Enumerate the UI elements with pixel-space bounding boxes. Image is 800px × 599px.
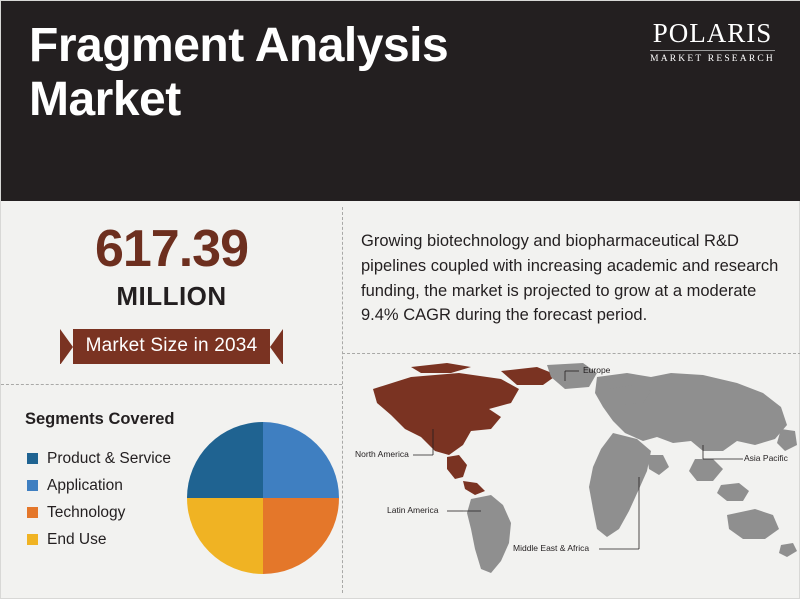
legend-label-end-use: End Use xyxy=(47,530,107,548)
market-size-block xyxy=(1,220,342,312)
map-label-latin-america: Latin America xyxy=(387,505,439,515)
map-label-asia-pacific: Asia Pacific xyxy=(744,453,788,463)
list-item xyxy=(27,472,207,499)
logo-divider xyxy=(650,50,775,51)
logo-tagline: MARKET RESEARCH xyxy=(650,54,775,65)
map-label-north-america: North America xyxy=(355,449,409,459)
horizontal-divider-right xyxy=(342,353,800,354)
legend-swatch-application xyxy=(27,480,38,491)
map-region-north-america xyxy=(373,363,557,495)
list-item xyxy=(27,445,207,472)
legend-label-technology: Technology xyxy=(47,503,126,521)
pie-slice-application xyxy=(263,422,339,498)
list-item xyxy=(27,499,207,526)
segments-pie-chart xyxy=(187,422,339,574)
pie-slice-end-use xyxy=(187,498,263,574)
market-size-ribbon: Market Size in 2034 xyxy=(60,329,284,364)
horizontal-divider-left xyxy=(1,384,342,385)
list-item xyxy=(27,526,207,553)
map-label-europe: Europe xyxy=(583,365,611,375)
map-label-middle-east-africa: Middle East & Africa xyxy=(513,543,590,553)
legend-label-product-service: Product & Service xyxy=(47,449,172,467)
map-region-base xyxy=(467,363,797,573)
world-map-svg xyxy=(351,359,799,593)
legend-swatch-technology xyxy=(27,507,38,518)
market-size-ribbon-wrap xyxy=(1,329,342,364)
page-title: Fragment Analysis Market xyxy=(29,19,449,126)
legend-swatch-end-use xyxy=(27,534,38,545)
pie-slice-technology xyxy=(263,498,339,574)
vertical-divider xyxy=(342,207,343,593)
insight-text: Growing biotechnology and biopharmaceutical R&D pipelines coupled with increasing academic and research funding, the market is projected to grow at a moderate 9.4% CAGR during the forecast period. xyxy=(361,232,779,325)
market-size-unit: MILLION xyxy=(116,281,227,311)
logo-wordmark: POLARIS xyxy=(652,18,773,48)
pie-legend xyxy=(27,445,207,553)
brand-logo xyxy=(650,19,775,64)
header-bar xyxy=(1,1,800,201)
legend-swatch-product-service xyxy=(27,453,38,464)
world-map xyxy=(351,359,799,593)
segments-title: Segments Covered xyxy=(25,410,175,428)
legend-label-application: Application xyxy=(47,476,123,494)
pie-slice-product-service xyxy=(187,422,263,498)
market-size-value: 617.39 xyxy=(94,220,249,278)
